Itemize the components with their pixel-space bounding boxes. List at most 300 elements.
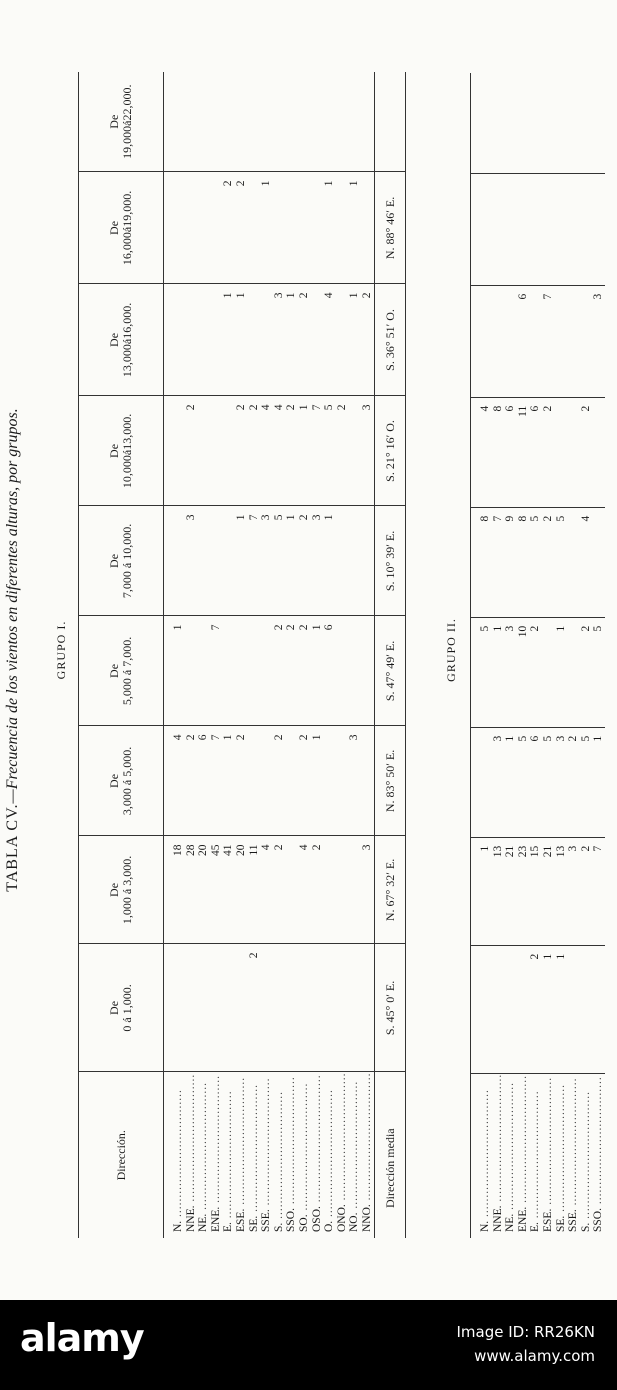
- leader-dots: .................................: [260, 1077, 273, 1210]
- value-cell: [336, 944, 349, 1072]
- value-cell: 45: [210, 836, 223, 944]
- direction-cell: [492, 1073, 505, 1238]
- value-cell: 1: [222, 726, 235, 836]
- value-cell: 2: [285, 616, 298, 726]
- column-header-range: De 5,000 á 7,000.: [79, 616, 164, 726]
- mean-direction-value: N. 88° 46′ E.: [374, 172, 405, 284]
- value-cell: 4: [273, 396, 286, 506]
- leader-dots: .................................: [222, 1090, 235, 1223]
- direction-label: ESE.: [541, 1208, 554, 1232]
- value-cell: 8: [471, 507, 492, 617]
- value-cell: [185, 172, 198, 284]
- leader-dots: .................................: [209, 1075, 222, 1207]
- value-cell: [567, 285, 580, 397]
- column-header-range: De 1,000 á 3,000.: [79, 836, 164, 944]
- value-cell: 11: [248, 836, 261, 944]
- value-cell: 13: [492, 837, 505, 945]
- direction-cell: [248, 1072, 261, 1238]
- table-row: [567, 73, 580, 1238]
- value-cell: [164, 72, 185, 172]
- leader-dots: .................................: [247, 1083, 260, 1216]
- value-cell: [164, 172, 185, 284]
- value-cell: [323, 944, 336, 1072]
- value-cell: 15: [529, 837, 542, 945]
- table-row: [517, 73, 530, 1238]
- direction-label: ENE.: [516, 1206, 529, 1232]
- value-cell: 18: [164, 836, 185, 944]
- value-cell: 5: [273, 506, 286, 616]
- table-row: [311, 72, 324, 1238]
- value-cell: 2: [336, 396, 349, 506]
- value-cell: 10: [517, 617, 530, 727]
- value-cell: [197, 172, 210, 284]
- value-cell: [567, 73, 580, 173]
- table-row: [580, 73, 593, 1238]
- value-cell: [164, 506, 185, 616]
- value-cell: [336, 726, 349, 836]
- column-header-range: De 16,000á19,000.: [79, 172, 164, 284]
- value-cell: [471, 73, 492, 173]
- group-1-table: [78, 72, 406, 1238]
- value-cell: [555, 285, 568, 397]
- value-cell: 4: [260, 396, 273, 506]
- leader-dots: .................................: [172, 1089, 184, 1221]
- mean-direction-value: S. 21° 16′ O.: [374, 396, 405, 506]
- value-cell: [164, 944, 185, 1072]
- direction-cell: [517, 1073, 530, 1238]
- value-cell: [311, 284, 324, 396]
- value-cell: [298, 944, 311, 1072]
- value-cell: [222, 72, 235, 172]
- value-cell: [336, 836, 349, 944]
- value-cell: 5: [542, 727, 555, 837]
- value-cell: [285, 72, 298, 172]
- value-cell: 2: [529, 945, 542, 1073]
- table-row: [471, 73, 492, 1238]
- direction-cell: [260, 1072, 273, 1238]
- value-cell: 20: [197, 836, 210, 944]
- value-cell: 1: [235, 284, 248, 396]
- value-cell: [235, 72, 248, 172]
- mean-direction-value: S. 36° 51′ O.: [374, 284, 405, 396]
- direction-label: O.: [323, 1220, 336, 1232]
- value-cell: [361, 506, 374, 616]
- direction-cell: [592, 1073, 605, 1238]
- column-header-range: De 19,000á22,000.: [79, 72, 164, 172]
- value-cell: 2: [235, 396, 248, 506]
- value-cell: [567, 507, 580, 617]
- direction-cell: [164, 1072, 185, 1238]
- value-cell: [504, 285, 517, 397]
- value-cell: [273, 172, 286, 284]
- value-cell: [210, 396, 223, 506]
- value-cell: [517, 73, 530, 173]
- value-cell: [164, 396, 185, 506]
- table-caption: TABLA CV.: [4, 803, 21, 892]
- value-cell: 8: [517, 507, 530, 617]
- value-cell: [248, 726, 261, 836]
- value-cell: [567, 397, 580, 507]
- direction-cell: [210, 1072, 223, 1238]
- direction-cell: [361, 1072, 374, 1238]
- column-header-direction: Dirección.: [79, 1072, 164, 1238]
- table-row: [164, 72, 185, 1238]
- value-cell: 1: [555, 945, 568, 1073]
- direction-label: SSE.: [567, 1209, 580, 1232]
- mean-direction-label: Dirección media: [374, 1072, 405, 1238]
- value-cell: 4: [164, 726, 185, 836]
- value-cell: [592, 173, 605, 285]
- value-cell: [348, 396, 361, 506]
- value-cell: 2: [580, 397, 593, 507]
- value-cell: [185, 284, 198, 396]
- value-cell: [323, 726, 336, 836]
- value-cell: [248, 616, 261, 726]
- group-1-header-row: [79, 72, 164, 1238]
- leader-dots: .................................: [348, 1080, 361, 1213]
- value-cell: [580, 285, 593, 397]
- value-cell: [361, 944, 374, 1072]
- direction-cell: [336, 1072, 349, 1238]
- table-row: [185, 72, 198, 1238]
- value-cell: 1: [348, 172, 361, 284]
- value-cell: 28: [185, 836, 198, 944]
- value-cell: [210, 506, 223, 616]
- value-cell: 5: [555, 507, 568, 617]
- value-cell: [542, 73, 555, 173]
- table-row: [197, 72, 210, 1238]
- column-header-range: De 3,000 á 5,000.: [79, 726, 164, 836]
- mean-direction-value: S. 47° 49′ E.: [374, 616, 405, 726]
- value-cell: 1: [592, 727, 605, 837]
- value-cell: 5: [529, 507, 542, 617]
- value-cell: 1: [471, 837, 492, 945]
- image-id-text: Image ID: RR26KN: [456, 1323, 595, 1341]
- value-cell: 5: [471, 617, 492, 727]
- value-cell: [298, 172, 311, 284]
- value-cell: [492, 945, 505, 1073]
- value-cell: [298, 72, 311, 172]
- value-cell: [285, 836, 298, 944]
- value-cell: [197, 616, 210, 726]
- value-cell: 6: [197, 726, 210, 836]
- value-cell: [567, 945, 580, 1073]
- value-cell: [185, 72, 198, 172]
- value-cell: [273, 944, 286, 1072]
- value-cell: 2: [185, 396, 198, 506]
- value-cell: 1: [555, 617, 568, 727]
- value-cell: 3: [555, 727, 568, 837]
- value-cell: [222, 616, 235, 726]
- value-cell: 7: [592, 837, 605, 945]
- direction-cell: [580, 1073, 593, 1238]
- value-cell: [210, 72, 223, 172]
- table-row: [504, 73, 517, 1238]
- value-cell: 2: [273, 726, 286, 836]
- value-cell: [471, 285, 492, 397]
- value-cell: 5: [580, 727, 593, 837]
- mean-direction-value: [374, 72, 405, 172]
- table-row: [210, 72, 223, 1238]
- value-cell: [361, 616, 374, 726]
- leader-dots: .................................: [234, 1076, 247, 1209]
- value-cell: [555, 73, 568, 173]
- value-cell: 1: [164, 616, 185, 726]
- value-cell: [542, 617, 555, 727]
- value-cell: 7: [311, 396, 324, 506]
- leader-dots: .................................: [297, 1082, 310, 1215]
- value-cell: [517, 173, 530, 285]
- value-cell: [260, 616, 273, 726]
- value-cell: [260, 944, 273, 1072]
- value-cell: 4: [260, 836, 273, 944]
- leader-dots: .................................: [310, 1074, 323, 1207]
- direction-cell: [504, 1073, 517, 1238]
- value-cell: [260, 284, 273, 396]
- value-cell: 1: [542, 945, 555, 1073]
- value-cell: 3: [185, 506, 198, 616]
- value-cell: [592, 945, 605, 1073]
- value-cell: 3: [348, 726, 361, 836]
- value-cell: [210, 172, 223, 284]
- direction-label: OSO.: [310, 1206, 323, 1232]
- mean-direction-value: S. 45° 0′ E.: [374, 944, 405, 1072]
- value-cell: 4: [323, 284, 336, 396]
- direction-label: SSO.: [592, 1208, 605, 1232]
- leader-dots: .................................: [491, 1073, 504, 1206]
- table-row: [260, 72, 273, 1238]
- site-url: www.alamy.com: [474, 1347, 595, 1365]
- column-header-range: De 13,000á16,000.: [79, 284, 164, 396]
- value-cell: [260, 72, 273, 172]
- value-cell: 23: [517, 837, 530, 945]
- value-cell: [517, 945, 530, 1073]
- direction-cell: [222, 1072, 235, 1238]
- direction-cell: [273, 1072, 286, 1238]
- value-cell: 7: [248, 506, 261, 616]
- table-row: [361, 72, 374, 1238]
- value-cell: 2: [542, 397, 555, 507]
- value-cell: [336, 506, 349, 616]
- value-cell: 3: [492, 727, 505, 837]
- leader-dots: .................................: [541, 1076, 554, 1209]
- value-cell: 7: [542, 285, 555, 397]
- value-cell: [471, 727, 492, 837]
- column-header-range: De 10,000á13,000.: [79, 396, 164, 506]
- value-cell: [592, 507, 605, 617]
- leader-dots: .................................: [272, 1090, 285, 1223]
- leader-dots: .................................: [529, 1090, 542, 1223]
- leader-dots: .................................: [335, 1072, 348, 1205]
- value-cell: [361, 72, 374, 172]
- leader-dots: .................................: [285, 1076, 298, 1209]
- direction-cell: [235, 1072, 248, 1238]
- value-cell: [580, 73, 593, 173]
- leader-dots: .................................: [567, 1077, 580, 1210]
- value-cell: 1: [311, 726, 324, 836]
- leader-dots: .................................: [323, 1089, 336, 1221]
- direction-cell: [555, 1073, 568, 1238]
- value-cell: [529, 73, 542, 173]
- value-cell: [248, 172, 261, 284]
- mean-direction-row: [374, 72, 405, 1238]
- group-2-table: [470, 73, 605, 1238]
- table-row: [555, 73, 568, 1238]
- value-cell: [185, 944, 198, 1072]
- leader-dots: .................................: [197, 1082, 210, 1214]
- value-cell: [555, 397, 568, 507]
- value-cell: 3: [361, 396, 374, 506]
- value-cell: [323, 836, 336, 944]
- direction-label: NE.: [197, 1213, 210, 1232]
- value-cell: [311, 72, 324, 172]
- value-cell: [235, 944, 248, 1072]
- direction-cell: [542, 1073, 555, 1238]
- group-1-body: [164, 72, 406, 1238]
- table-row: [235, 72, 248, 1238]
- group-2-title: GRUPO II.: [444, 618, 458, 682]
- value-cell: 2: [529, 617, 542, 727]
- leader-dots: .................................: [504, 1082, 517, 1214]
- leader-dots: .................................: [554, 1083, 567, 1216]
- value-cell: [529, 173, 542, 285]
- value-cell: [197, 396, 210, 506]
- direction-label: SSE.: [260, 1209, 273, 1232]
- value-cell: 1: [285, 284, 298, 396]
- value-cell: 6: [323, 616, 336, 726]
- value-cell: [248, 72, 261, 172]
- table-row: [529, 73, 542, 1238]
- direction-cell: [348, 1072, 361, 1238]
- value-cell: 4: [471, 397, 492, 507]
- value-cell: 2: [580, 837, 593, 945]
- leader-dots: .................................: [516, 1075, 529, 1207]
- value-cell: 7: [210, 616, 223, 726]
- direction-cell: [298, 1072, 311, 1238]
- direction-label: SO.: [297, 1214, 310, 1232]
- value-cell: 2: [222, 172, 235, 284]
- value-cell: 6: [517, 285, 530, 397]
- direction-label: E.: [222, 1222, 235, 1232]
- direction-label: SE.: [554, 1215, 567, 1232]
- direction-cell: [285, 1072, 298, 1238]
- value-cell: 11: [517, 397, 530, 507]
- value-cell: 7: [492, 507, 505, 617]
- value-cell: 4: [298, 836, 311, 944]
- value-cell: 1: [492, 617, 505, 727]
- table-row: [273, 72, 286, 1238]
- direction-cell: [323, 1072, 336, 1238]
- value-cell: 5: [517, 727, 530, 837]
- value-cell: [492, 173, 505, 285]
- value-cell: 2: [273, 836, 286, 944]
- value-cell: [567, 173, 580, 285]
- value-cell: [336, 172, 349, 284]
- direction-label: SSO.: [285, 1208, 298, 1232]
- value-cell: [580, 173, 593, 285]
- leader-dots: .................................: [579, 1090, 592, 1223]
- value-cell: [197, 284, 210, 396]
- direction-label: N.: [172, 1220, 184, 1232]
- value-cell: 2: [542, 507, 555, 617]
- direction-label: NNE.: [491, 1205, 504, 1232]
- value-cell: 2: [298, 506, 311, 616]
- value-cell: 1: [260, 172, 273, 284]
- value-cell: [471, 173, 492, 285]
- direction-cell: [471, 1073, 492, 1238]
- value-cell: [197, 506, 210, 616]
- table-row: [323, 72, 336, 1238]
- group-1-title: GRUPO I.: [54, 620, 68, 680]
- value-cell: 6: [529, 727, 542, 837]
- value-cell: [471, 945, 492, 1073]
- direction-label: E.: [529, 1222, 542, 1232]
- value-cell: [492, 73, 505, 173]
- value-cell: 1: [222, 284, 235, 396]
- value-cell: 3: [567, 837, 580, 945]
- value-cell: [348, 944, 361, 1072]
- value-cell: 3: [273, 284, 286, 396]
- leader-dots: .................................: [479, 1089, 491, 1221]
- table-row: [298, 72, 311, 1238]
- direction-cell: [185, 1072, 198, 1238]
- value-cell: 13: [555, 837, 568, 945]
- value-cell: [323, 72, 336, 172]
- value-cell: [210, 284, 223, 396]
- value-cell: 20: [235, 836, 248, 944]
- value-cell: 2: [235, 172, 248, 284]
- value-cell: 1: [298, 396, 311, 506]
- mean-direction-value: N. 83° 50′ E.: [374, 726, 405, 836]
- value-cell: [580, 945, 593, 1073]
- value-cell: 7: [210, 726, 223, 836]
- direction-cell: [567, 1073, 580, 1238]
- value-cell: [164, 284, 185, 396]
- value-cell: [222, 506, 235, 616]
- direction-label: SE.: [247, 1215, 260, 1232]
- value-cell: 2: [580, 617, 593, 727]
- value-cell: [504, 73, 517, 173]
- table-row: [285, 72, 298, 1238]
- value-cell: [285, 172, 298, 284]
- value-cell: [592, 397, 605, 507]
- value-cell: [197, 944, 210, 1072]
- column-header-range: De 7,000 á 10,000.: [79, 506, 164, 616]
- value-cell: [185, 616, 198, 726]
- value-cell: 2: [361, 284, 374, 396]
- value-cell: [542, 173, 555, 285]
- direction-label: N.: [479, 1220, 491, 1232]
- value-cell: [348, 836, 361, 944]
- direction-cell: [197, 1072, 210, 1238]
- value-cell: [529, 285, 542, 397]
- value-cell: 3: [260, 506, 273, 616]
- value-cell: [361, 726, 374, 836]
- direction-cell: [311, 1072, 324, 1238]
- mean-direction-value: S. 10° 39′ E.: [374, 506, 405, 616]
- direction-label: NE.: [504, 1213, 517, 1232]
- value-cell: 2: [273, 616, 286, 726]
- value-cell: [336, 72, 349, 172]
- value-cell: [348, 616, 361, 726]
- value-cell: [336, 616, 349, 726]
- value-cell: [222, 944, 235, 1072]
- value-cell: [222, 396, 235, 506]
- value-cell: [592, 73, 605, 173]
- group-2-body: [471, 73, 605, 1238]
- value-cell: 2: [311, 836, 324, 944]
- image-id: [456, 1320, 595, 1368]
